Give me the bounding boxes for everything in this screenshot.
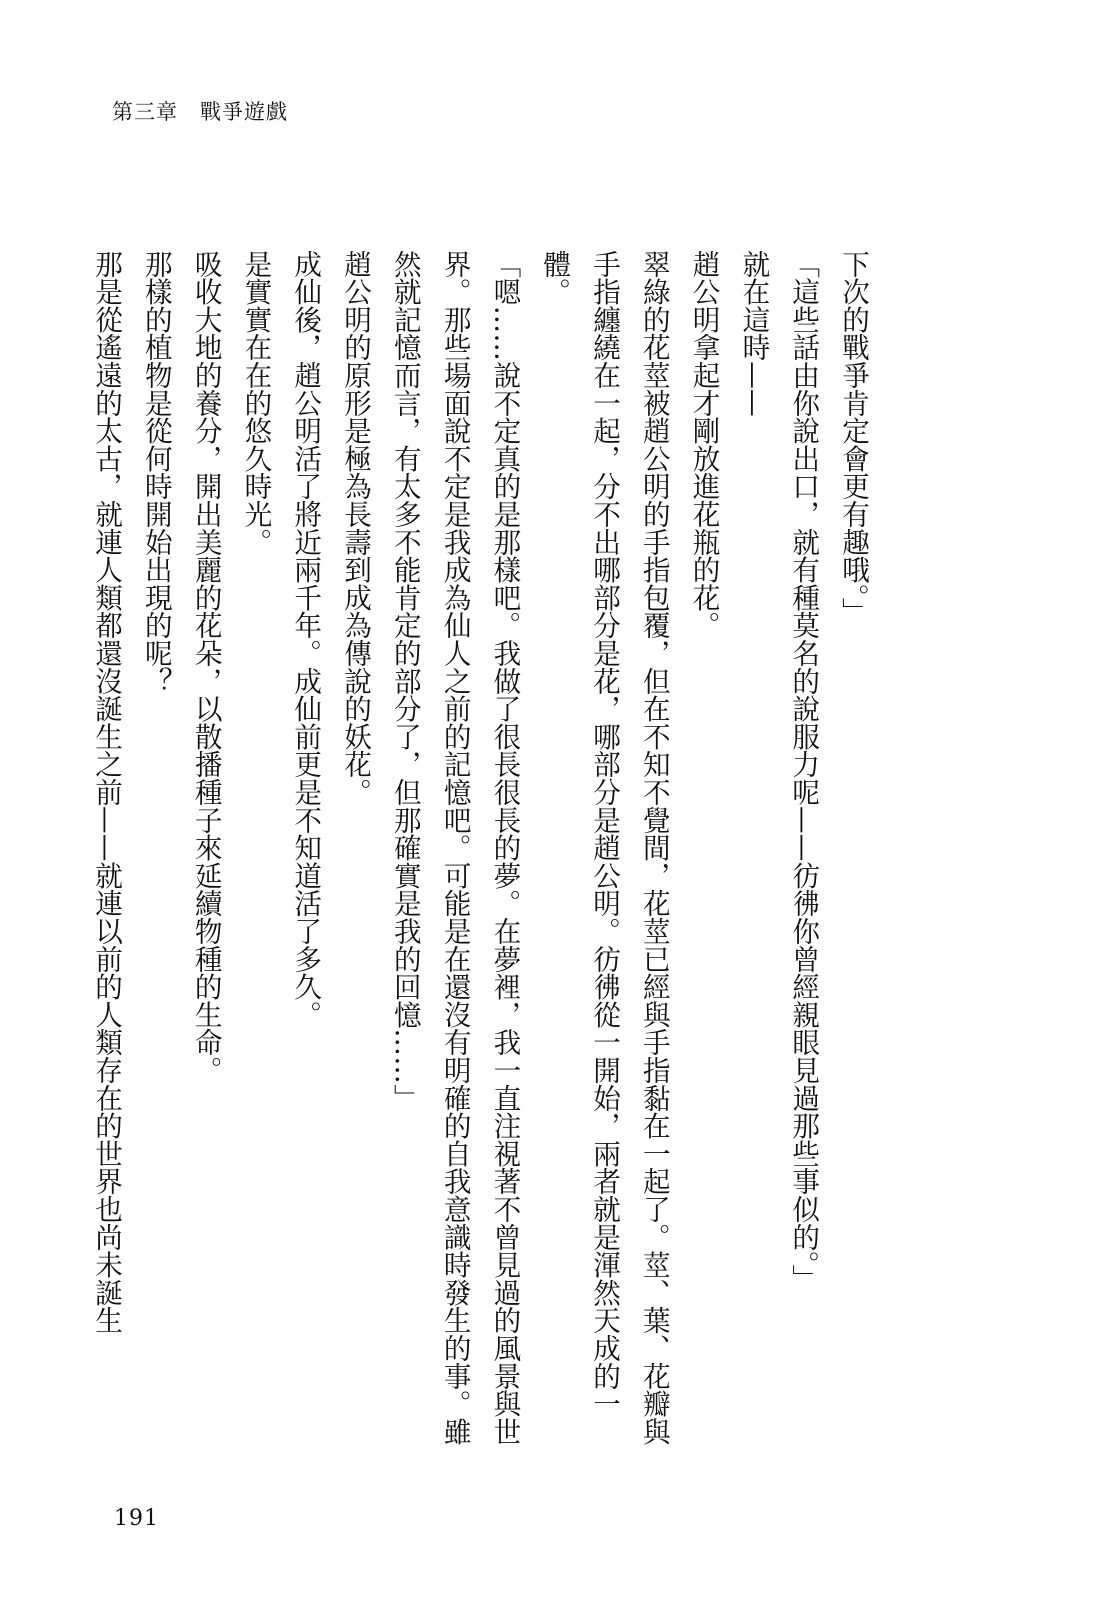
paragraph: 那樣的植物是從何時開始出現的呢？ <box>139 250 173 695</box>
chapter-title: 戰爭遊戲 <box>200 100 288 124</box>
paragraph: 趙公明拿起才剛放進花瓶的花。 <box>687 250 721 640</box>
paragraph: 吸收大地的養分，開出美麗的花朵，以散播種子來延續物種的生命。 <box>189 250 223 1084</box>
chapter-number: 第三章 <box>112 100 178 124</box>
page-number: 191 <box>114 1506 159 1531</box>
paragraph: 翠綠的花莖被趙公明的手指包覆，但在不知不覺間，花莖已經與手指黏在一起了。莖、葉、花瓣與手指纏繞在一起，分不出哪部分是花，哪部分是趙公明。彷彿從一開始，兩者就是渾然天成的一體。 <box>538 250 671 1446</box>
paragraph: 那是從遙遠的太古，就連人類都還沒誕生之前——就連以前的人類存在的世界也尚未誕生 <box>90 250 124 1335</box>
vertical-body-text <box>81 250 878 1450</box>
paragraph: 趙公明的原形是極為長壽到成為傳說的妖花。 <box>339 250 373 806</box>
running-header <box>112 96 288 126</box>
paragraph: 「這些話由你說出口，就有種莫名的說服力呢——彷彿你曾經親眼見過那些事似的。」 <box>787 250 821 1293</box>
paragraph: 是實實在在的悠久時光。 <box>239 250 273 556</box>
paragraph: 「嗯……說不定真的是那樣吧。我做了很長很長的夢。在夢裡，我一直注視著不曾見過的風景與世界。那些場面說不定是我成為仙人之前的記憶吧。可能是在還沒有明確的自我意識時發生的事。雖然就記憶而言，有太多不能肯定的部分了，但那確實是我的回憶……」 <box>388 250 522 1446</box>
paragraph: 成仙後，趙公明活了將近兩千年。成仙前更是不知道活了多久。 <box>289 250 323 1029</box>
paragraph: 就在這時—— <box>737 250 771 417</box>
paragraph: 下次的戰爭肯定會更有趣哦。」 <box>837 250 870 626</box>
